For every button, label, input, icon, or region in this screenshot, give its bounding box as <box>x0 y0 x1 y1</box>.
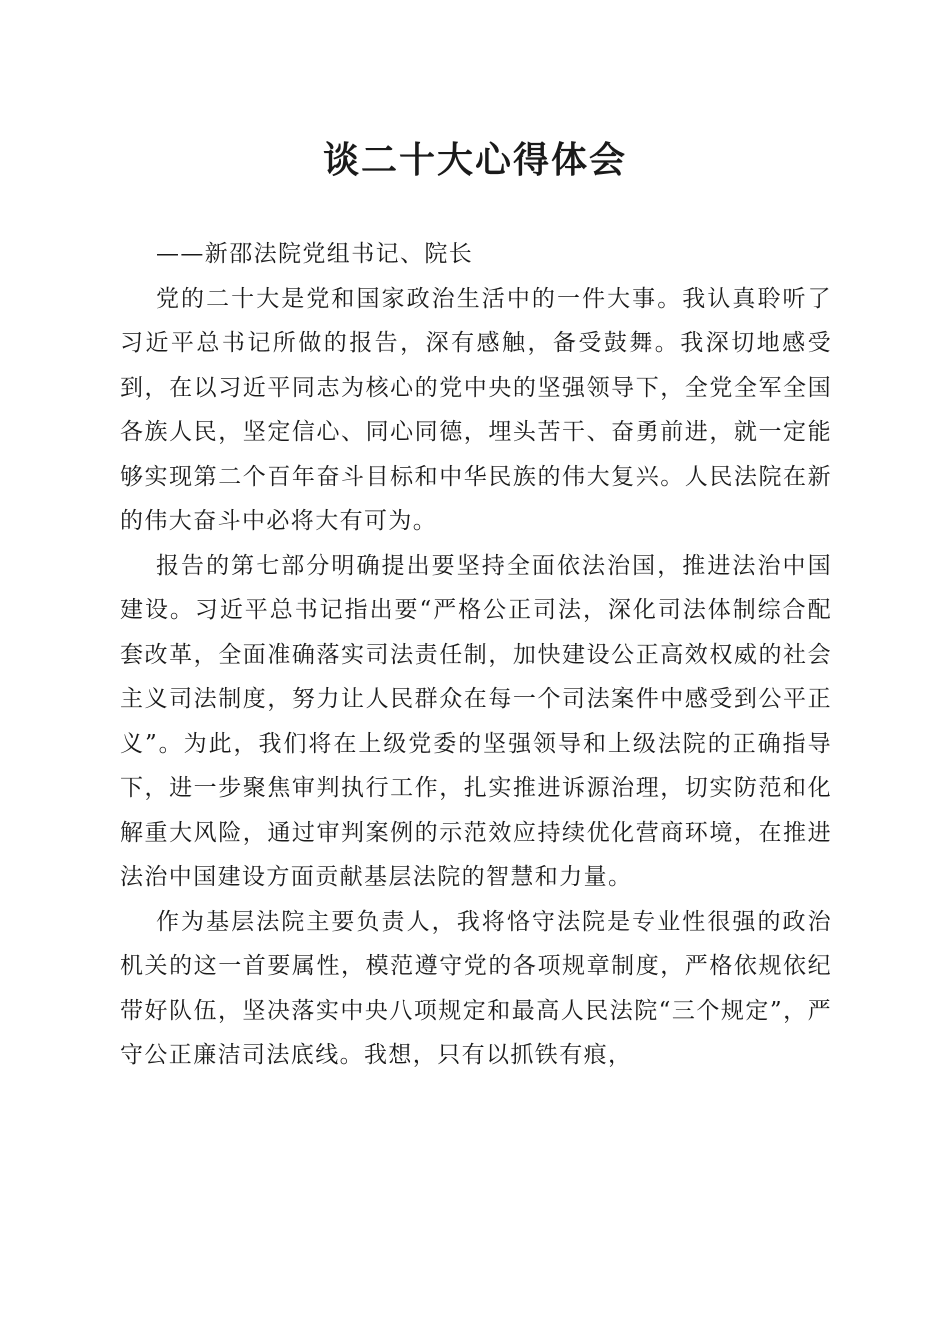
paragraph-1: 党的二十大是党和国家政治生活中的一件大事。我认真聆听了习近平总书记所做的报告，深有感触，备受鼓舞。我深切地感受到，在以习近平同志为核心的党中央的坚强领导下，全党全军全国各族人民，坚定信心、同心同德，埋头苦干、奋勇前进，就一定能够实现第二个百年奋斗目标和中华民族的伟大复兴。人民法院在新的伟大奋斗中必将大有可为。 <box>120 285 832 534</box>
paragraph-3: 作为基层法院主要负责人，我将恪守法院是专业性很强的政治机关的这一首要属性，模范遵守党的各项规章制度，严格依规依纪带好队伍，坚决落实中央八项规定和最高人民法院“三个规定”，严守公正廉洁司法底线。我想，只有以抓铁有痕， <box>120 908 832 1068</box>
document-title: 谈二十大心得体会 <box>322 139 627 181</box>
document-body <box>120 232 832 1078</box>
document-subtitle: ——新邵法院党组书记、院长 <box>156 241 474 267</box>
paragraph-2: 报告的第七部分明确提出要坚持全面依法治国，推进法治中国建设。习近平总书记指出要“严格公正司法，深化司法体制综合配套改革，全面准确落实司法责任制，加快建设公正高效权威的社会主义司法制度，努力让人民群众在每一个司法案件中感受到公平正义”。为此，我们将在上级党委的坚强领导和上级法院的正确指导下，进一步聚焦审判执行工作，扎实推进诉源治理，切实防范和化解重大风险，通过审判案例的示范效应持续优化营商环境，在推进法治中国建设方面贡献基层法院的智慧和力量。 <box>120 552 832 890</box>
